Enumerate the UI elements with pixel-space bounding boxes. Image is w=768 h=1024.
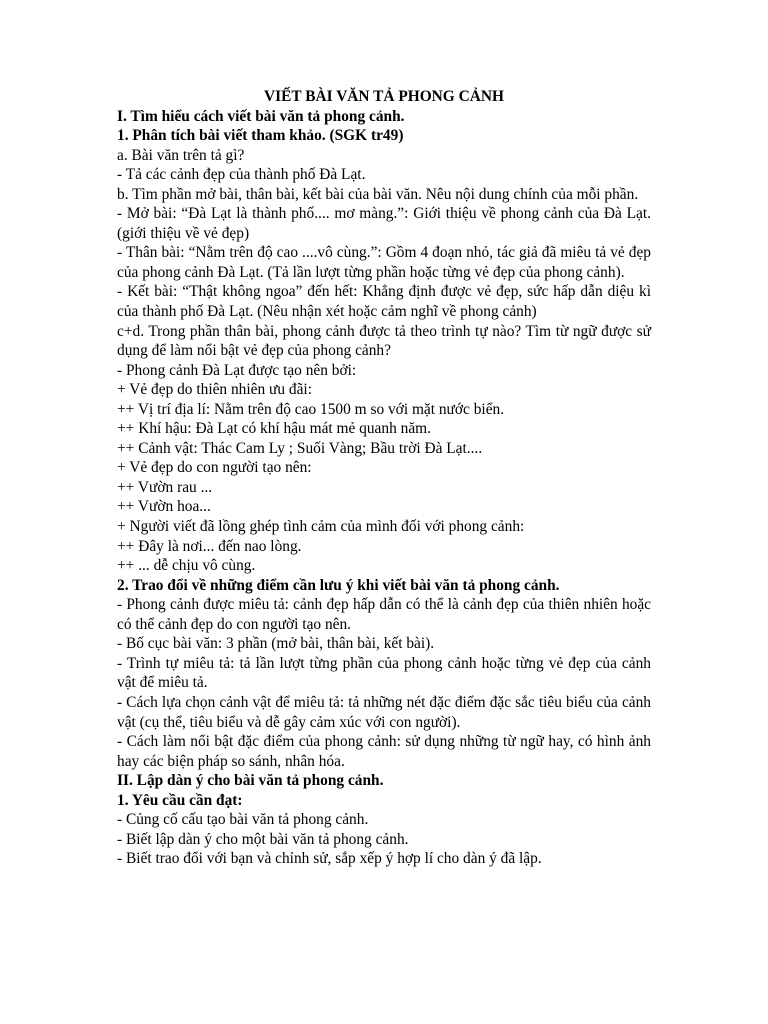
document-page — [117, 87, 651, 869]
paragraph: c+d. Trong phần thân bài, phong cảnh được tả theo trình tự nào? Tìm từ ngữ được sử dụng để làm nổi bật vẻ đẹp của phong cảnh? — [117, 322, 651, 360]
paragraph: - Kết bài: “Thật không ngoa” đến hết: Khẳng định được vẻ đẹp, sức hấp dẫn diệu kì của thành phố Đà Lạt. (Nêu nhận xét hoặc cảm nghĩ về phong cảnh) — [117, 283, 651, 321]
paragraph: - Cách làm nổi bật đặc điểm của phong cảnh: sử dụng những từ ngữ hay, có hình ảnh hay các biện pháp so sánh, nhân hóa. — [117, 733, 651, 770]
section-heading: 1. Phân tích bài viết tham khảo. (SGK tr49) — [117, 127, 404, 145]
paragraph: - Tả các cảnh đẹp của thành phố Đà Lạt. — [117, 166, 366, 184]
paragraph: - Thân bài: “Nằm trên độ cao ....vô cùng.”: Gồm 4 đoạn nhỏ, tác giả đã miêu tả vẻ đẹp của phong cảnh Đà Lạt. (Tả lần lượt từng phần hoặc từng vẻ đẹp của phong cảnh). — [117, 244, 651, 281]
paragraph: - Cách lựa chọn cảnh vật để miêu tả: tả những nét đặc điểm đặc sắc tiêu biểu của cảnh vật (cụ thể, tiêu biểu và dễ gây cảm xúc với con người). — [117, 693, 651, 731]
paragraph: ++ Vườn hoa... — [117, 498, 211, 516]
section-heading: I. Tìm hiểu cách viết bài văn tả phong cảnh. — [117, 107, 405, 125]
paragraph: + Vẻ đẹp do con người tạo nên: — [117, 459, 312, 477]
paragraph: a. Bài văn trên tả gì? — [117, 146, 245, 164]
section-heading: 1. Yêu cầu cần đạt: — [117, 791, 243, 809]
paragraph: - Phong cảnh được miêu tả: cảnh đẹp hấp dẫn có thể là cảnh đẹp của thiên nhiên hoặc có thể cảnh đẹp do con người tạo nên. — [117, 596, 651, 633]
paragraph: - Phong cảnh Đà Lạt được tạo nên bởi: — [117, 361, 357, 379]
paragraph: + Vẻ đẹp do thiên nhiên ưu đãi: — [117, 381, 312, 399]
paragraph: + Người viết đã lồng ghép tình cảm của mình đối với phong cảnh: — [117, 518, 525, 536]
paragraph: ++ Vị trí địa lí: Nằm trên độ cao 1500 m so với mặt nước biển. — [117, 400, 505, 418]
paragraph: ++ ... dễ chịu vô cùng. — [117, 557, 256, 575]
paragraph: - Trình tự miêu tả: tả lần lượt từng phần của phong cảnh hoặc từng vẻ đẹp của cảnh vật để miêu tả. — [117, 654, 651, 692]
paragraph: - Biết trao đổi với bạn và chỉnh sử, sắp xếp ý hợp lí cho dàn ý đã lập. — [117, 850, 542, 868]
paragraph: - Củng cố cấu tạo bài văn tả phong cảnh. — [117, 811, 369, 829]
paragraph: b. Tìm phần mở bài, thân bài, kết bài của bài văn. Nêu nội dung chính của mỗi phần. — [117, 185, 639, 203]
paragraph: ++ Cảnh vật: Thác Cam Ly ; Suối Vàng; Bầu trời Đà Lạt.... — [117, 439, 483, 457]
document-title: VIẾT BÀI VĂN TẢ PHONG CẢNH — [264, 88, 504, 105]
section-heading: 2. Trao đổi về những điểm cần lưu ý khi viết bài văn tả phong cảnh. — [117, 576, 560, 594]
paragraph: - Mở bài: “Đà Lạt là thành phố.... mơ màng.”: Giới thiệu về phong cảnh của Đà Lạt. (giới thiệu về vẻ đẹp) — [117, 205, 651, 242]
paragraph: - Biết lập dàn ý cho một bài văn tả phong cảnh. — [117, 830, 409, 848]
document-body — [117, 107, 651, 869]
paragraph: ++ Vườn rau ... — [117, 478, 213, 496]
paragraph: ++ Đây là nơi... đến nao lòng. — [117, 537, 302, 555]
paragraph: - Bố cục bài văn: 3 phần (mở bài, thân bài, kết bài). — [117, 635, 435, 653]
paragraph: ++ Khí hậu: Đà Lạt có khí hậu mát mẻ quanh năm. — [117, 420, 431, 438]
section-heading: II. Lập dàn ý cho bài văn tả phong cảnh. — [117, 772, 384, 790]
